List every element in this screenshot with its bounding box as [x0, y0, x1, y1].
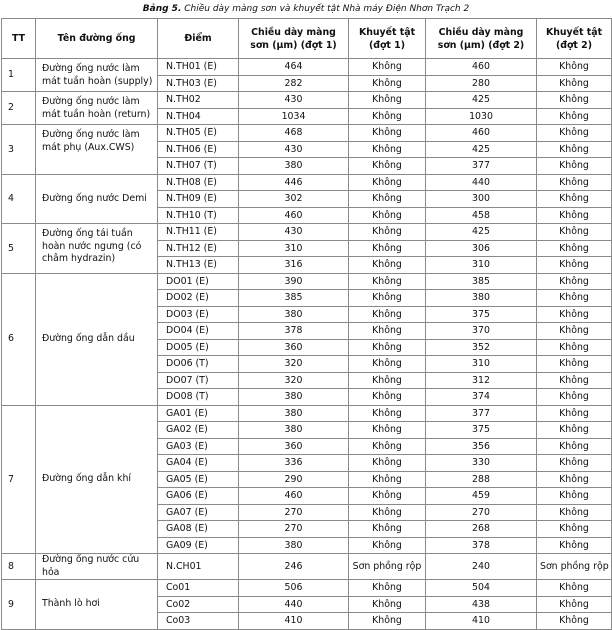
defect-round-1: Không: [349, 613, 426, 630]
row-number: 9: [2, 580, 36, 630]
thickness-round-2: 268: [426, 521, 537, 538]
point-id: Co01: [158, 580, 239, 597]
defect-round-2: Không: [537, 125, 612, 142]
point-id: GA06 (E): [158, 488, 239, 505]
header-thickness-2: Chiều dày màng sơn (µm) (đợt 2): [426, 19, 537, 59]
row-number: 7: [2, 405, 36, 554]
thickness-round-2: 377: [426, 405, 537, 422]
defect-round-2: Không: [537, 504, 612, 521]
thickness-round-2: 310: [426, 356, 537, 373]
point-id: GA01 (E): [158, 405, 239, 422]
thickness-round-1: 380: [239, 537, 349, 554]
point-id: DO07 (T): [158, 372, 239, 389]
header-defect-2: Khuyết tật (đợt 2): [537, 19, 612, 59]
point-id: GA04 (E): [158, 455, 239, 472]
thickness-round-2: 306: [426, 240, 537, 257]
pipe-name: Đường ống dẫn khí: [36, 405, 158, 554]
thickness-round-2: 300: [426, 191, 537, 208]
point-id: DO03 (E): [158, 306, 239, 323]
defect-round-1: Không: [349, 339, 426, 356]
point-id: N.CH01: [158, 554, 239, 580]
defect-round-2: Không: [537, 141, 612, 158]
thickness-round-2: 270: [426, 504, 537, 521]
defect-round-1: Không: [349, 158, 426, 175]
point-id: Co02: [158, 596, 239, 613]
thickness-round-1: 378: [239, 323, 349, 340]
defect-round-1: Không: [349, 422, 426, 439]
point-id: N.TH02: [158, 92, 239, 109]
thickness-round-2: 352: [426, 339, 537, 356]
point-id: GA05 (E): [158, 471, 239, 488]
thickness-round-1: 380: [239, 306, 349, 323]
defect-round-1: Không: [349, 224, 426, 241]
thickness-round-2: 375: [426, 306, 537, 323]
defect-round-1: Không: [349, 405, 426, 422]
defect-round-1: Không: [349, 306, 426, 323]
defect-round-2: Không: [537, 596, 612, 613]
pipe-name: Đường ống nước làm mát phụ (Aux.CWS): [36, 125, 158, 175]
defect-round-1: Không: [349, 207, 426, 224]
defect-round-2: Không: [537, 75, 612, 92]
thickness-round-2: 310: [426, 257, 537, 274]
thickness-round-1: 336: [239, 455, 349, 472]
thickness-round-1: 430: [239, 141, 349, 158]
thickness-round-2: 377: [426, 158, 537, 175]
point-id: N.TH03 (E): [158, 75, 239, 92]
thickness-round-1: 246: [239, 554, 349, 580]
thickness-round-1: 385: [239, 290, 349, 307]
defect-round-2: Không: [537, 613, 612, 630]
defect-round-2: Không: [537, 273, 612, 290]
thickness-round-1: 390: [239, 273, 349, 290]
thickness-round-1: 320: [239, 372, 349, 389]
row-number: 3: [2, 125, 36, 175]
point-id: DO01 (E): [158, 273, 239, 290]
thickness-round-1: 1034: [239, 108, 349, 125]
defect-round-1: Không: [349, 488, 426, 505]
pipe-name: Đường ống nước làm mát tuần hoàn (return): [36, 92, 158, 125]
thickness-round-1: 410: [239, 613, 349, 630]
thickness-round-2: 1030: [426, 108, 537, 125]
table-row: [2, 125, 612, 142]
header-point: Điểm: [158, 19, 239, 59]
point-id: DO02 (E): [158, 290, 239, 307]
defect-round-2: Không: [537, 257, 612, 274]
point-id: N.TH10 (T): [158, 207, 239, 224]
defect-round-2: Không: [537, 356, 612, 373]
defect-round-2: Không: [537, 207, 612, 224]
thickness-round-1: 316: [239, 257, 349, 274]
defect-round-1: Không: [349, 521, 426, 538]
thickness-round-2: 370: [426, 323, 537, 340]
pipe-name: Thành lò hơi: [36, 580, 158, 630]
row-number: 8: [2, 554, 36, 580]
defect-round-1: Không: [349, 75, 426, 92]
pipe-name: Đường ống nước cứu hỏa: [36, 554, 158, 580]
thickness-round-1: 430: [239, 224, 349, 241]
table-row: [2, 174, 612, 191]
thickness-round-2: 378: [426, 537, 537, 554]
thickness-round-2: 288: [426, 471, 537, 488]
point-id: GA02 (E): [158, 422, 239, 439]
row-number: 5: [2, 224, 36, 274]
defect-round-2: Không: [537, 174, 612, 191]
point-id: DO08 (T): [158, 389, 239, 406]
point-id: DO04 (E): [158, 323, 239, 340]
defect-round-2: Không: [537, 488, 612, 505]
point-id: N.TH01 (E): [158, 59, 239, 76]
pipe-name: Đường ống nước làm mát tuần hoàn (supply): [36, 59, 158, 92]
thickness-round-1: 310: [239, 240, 349, 257]
thickness-round-1: 380: [239, 405, 349, 422]
point-id: GA03 (E): [158, 438, 239, 455]
defect-round-1: Không: [349, 174, 426, 191]
thickness-round-1: 290: [239, 471, 349, 488]
point-id: N.TH13 (E): [158, 257, 239, 274]
defect-round-2: Không: [537, 438, 612, 455]
point-id: N.TH08 (E): [158, 174, 239, 191]
thickness-round-2: 240: [426, 554, 537, 580]
point-id: DO05 (E): [158, 339, 239, 356]
thickness-round-2: 375: [426, 422, 537, 439]
defect-round-1: Không: [349, 141, 426, 158]
point-id: N.TH04: [158, 108, 239, 125]
defect-round-1: Không: [349, 389, 426, 406]
thickness-round-1: 446: [239, 174, 349, 191]
defect-round-2: Không: [537, 224, 612, 241]
point-id: N.TH11 (E): [158, 224, 239, 241]
paint-thickness-table: [1, 18, 612, 630]
defect-round-2: Không: [537, 306, 612, 323]
defect-round-1: Không: [349, 240, 426, 257]
thickness-round-2: 410: [426, 613, 537, 630]
table-row: [2, 405, 612, 422]
table-row: [2, 59, 612, 76]
defect-round-2: Không: [537, 455, 612, 472]
defect-round-1: Không: [349, 580, 426, 597]
defect-round-2: Không: [537, 537, 612, 554]
defect-round-2: Không: [537, 580, 612, 597]
defect-round-2: Không: [537, 405, 612, 422]
thickness-round-1: 380: [239, 158, 349, 175]
thickness-round-1: 464: [239, 59, 349, 76]
pipe-name: Đường ống nước Demi: [36, 174, 158, 224]
defect-round-1: Không: [349, 257, 426, 274]
thickness-round-2: 425: [426, 141, 537, 158]
thickness-round-1: 460: [239, 488, 349, 505]
header-tt: TT: [2, 19, 36, 59]
point-id: GA07 (E): [158, 504, 239, 521]
defect-round-2: Không: [537, 389, 612, 406]
table-row: [2, 224, 612, 241]
thickness-round-1: 468: [239, 125, 349, 142]
defect-round-2: Không: [537, 59, 612, 76]
defect-round-1: Không: [349, 438, 426, 455]
thickness-round-1: 430: [239, 92, 349, 109]
thickness-round-2: 374: [426, 389, 537, 406]
thickness-round-1: 302: [239, 191, 349, 208]
defect-round-1: Sơn phồng rộp: [349, 554, 426, 580]
header-thickness-1: Chiều dày màng sơn (µm) (đợt 1): [239, 19, 349, 59]
thickness-round-2: 425: [426, 92, 537, 109]
thickness-round-1: 270: [239, 521, 349, 538]
thickness-round-2: 385: [426, 273, 537, 290]
defect-round-2: Sơn phồng rộp: [537, 554, 612, 580]
table-row: [2, 92, 612, 109]
defect-round-2: Không: [537, 290, 612, 307]
table-row: [2, 554, 612, 580]
row-number: 2: [2, 92, 36, 125]
defect-round-2: Không: [537, 92, 612, 109]
thickness-round-2: 438: [426, 596, 537, 613]
caption-label: Bảng 5.: [142, 4, 182, 14]
defect-round-1: Không: [349, 59, 426, 76]
defect-round-2: Không: [537, 240, 612, 257]
row-number: 4: [2, 174, 36, 224]
thickness-round-2: 312: [426, 372, 537, 389]
thickness-round-2: 460: [426, 125, 537, 142]
defect-round-1: Không: [349, 323, 426, 340]
defect-round-1: Không: [349, 537, 426, 554]
point-id: N.TH09 (E): [158, 191, 239, 208]
point-id: N.TH06 (E): [158, 141, 239, 158]
defect-round-1: Không: [349, 191, 426, 208]
defect-round-1: Không: [349, 125, 426, 142]
defect-round-2: Không: [537, 339, 612, 356]
table-body: [2, 59, 612, 630]
defect-round-2: Không: [537, 158, 612, 175]
thickness-round-2: 459: [426, 488, 537, 505]
thickness-round-1: 380: [239, 422, 349, 439]
thickness-round-1: 270: [239, 504, 349, 521]
point-id: Co03: [158, 613, 239, 630]
point-id: N.TH07 (T): [158, 158, 239, 175]
thickness-round-2: 330: [426, 455, 537, 472]
defect-round-2: Không: [537, 191, 612, 208]
caption-text: Chiều dày màng sơn và khuyết tật Nhà máy Điện Nhơn Trạch 2: [184, 4, 470, 14]
thickness-round-2: 504: [426, 580, 537, 597]
point-id: GA08 (E): [158, 521, 239, 538]
defect-round-1: Không: [349, 372, 426, 389]
header-pipe-name: Tên đường ống: [36, 19, 158, 59]
point-id: GA09 (E): [158, 537, 239, 554]
point-id: N.TH12 (E): [158, 240, 239, 257]
pipe-name: Đường ống dẫn dầu: [36, 273, 158, 405]
defect-round-2: Không: [537, 471, 612, 488]
defect-round-1: Không: [349, 108, 426, 125]
thickness-round-1: 380: [239, 389, 349, 406]
thickness-round-1: 460: [239, 207, 349, 224]
thickness-round-1: 506: [239, 580, 349, 597]
table-row: [2, 580, 612, 597]
table-caption: [0, 0, 612, 18]
defect-round-2: Không: [537, 422, 612, 439]
thickness-round-2: 440: [426, 174, 537, 191]
thickness-round-2: 425: [426, 224, 537, 241]
pipe-name: Đường ống tái tuần hoàn nước ngưng (có châm hydrazin): [36, 224, 158, 274]
defect-round-2: Không: [537, 372, 612, 389]
thickness-round-1: 440: [239, 596, 349, 613]
thickness-round-2: 458: [426, 207, 537, 224]
thickness-round-2: 280: [426, 75, 537, 92]
point-id: N.TH05 (E): [158, 125, 239, 142]
defect-round-1: Không: [349, 356, 426, 373]
thickness-round-2: 460: [426, 59, 537, 76]
defect-round-2: Không: [537, 323, 612, 340]
thickness-round-1: 320: [239, 356, 349, 373]
thickness-round-1: 282: [239, 75, 349, 92]
table-row: [2, 273, 612, 290]
thickness-round-1: 360: [239, 438, 349, 455]
defect-round-2: Không: [537, 108, 612, 125]
thickness-round-1: 360: [239, 339, 349, 356]
defect-round-1: Không: [349, 471, 426, 488]
defect-round-2: Không: [537, 521, 612, 538]
row-number: 1: [2, 59, 36, 92]
defect-round-1: Không: [349, 290, 426, 307]
thickness-round-2: 356: [426, 438, 537, 455]
row-number: 6: [2, 273, 36, 405]
defect-round-1: Không: [349, 273, 426, 290]
header-defect-1: Khuyết tật (đợt 1): [349, 19, 426, 59]
point-id: DO06 (T): [158, 356, 239, 373]
defect-round-1: Không: [349, 504, 426, 521]
defect-round-1: Không: [349, 92, 426, 109]
defect-round-1: Không: [349, 596, 426, 613]
header-row: [2, 19, 612, 59]
thickness-round-2: 380: [426, 290, 537, 307]
defect-round-1: Không: [349, 455, 426, 472]
